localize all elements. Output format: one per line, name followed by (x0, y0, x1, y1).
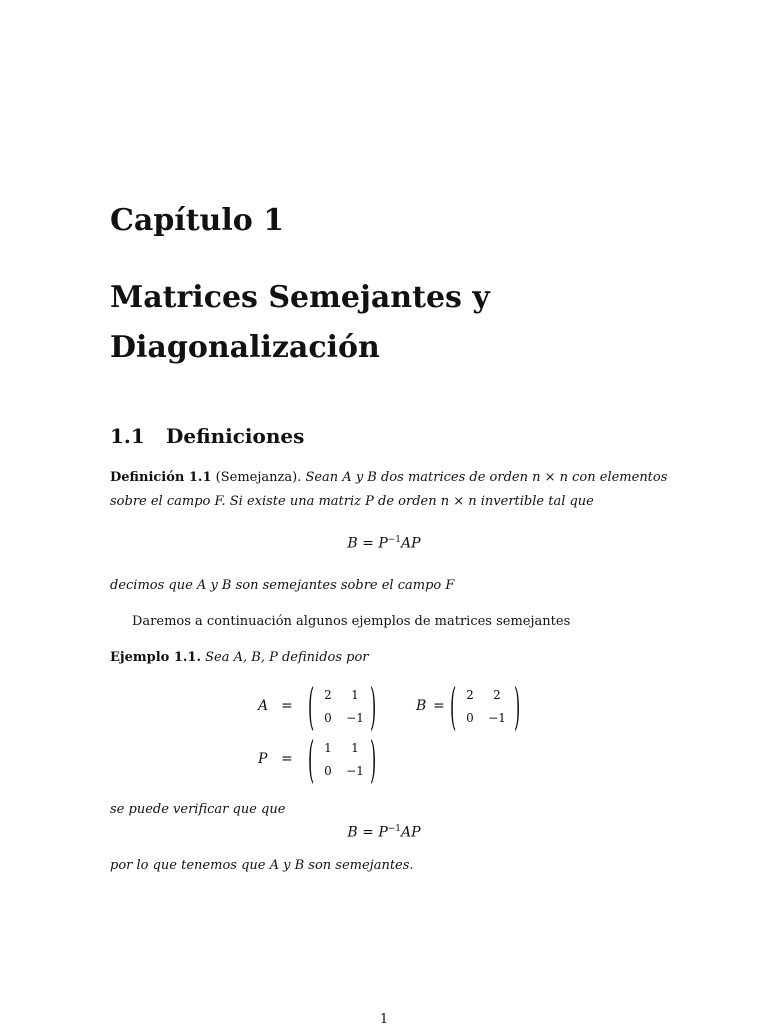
section-name: Definiciones (166, 424, 305, 448)
matrix-b-right-paren: ) (514, 677, 521, 736)
definition-text-1: Sean A y B dos matrices de orden n × n con elementos (305, 470, 668, 485)
example-label: Ejemplo 1.1. (110, 650, 202, 665)
matrix-b-r2c2: −1 (488, 711, 506, 725)
matrix-b-label: B (416, 698, 427, 714)
example-line (110, 650, 369, 665)
matrix-b-left-paren: ( (450, 677, 457, 736)
conclusion-text: por lo que tenemos que A y B son semejantes. (110, 858, 414, 873)
section-number: 1.1 (110, 424, 145, 448)
definition-name: (Semejanza). (215, 470, 302, 485)
equation-1-lhs: B = P (347, 535, 388, 552)
matrix-p-left-paren: ( (308, 730, 315, 789)
matrix-a-r1c1: 2 (324, 688, 332, 702)
matrix-p-r2c2: −1 (346, 764, 364, 778)
matrix-p-equals: = (281, 751, 293, 767)
matrix-a-right-paren: ) (370, 677, 377, 736)
matrix-a-label: A (258, 698, 269, 714)
matrix-p-r1c1: 1 (324, 741, 332, 755)
verify-text: se puede verificar que que (110, 802, 286, 817)
matrix-b-r1c1: 2 (466, 688, 474, 702)
matrix-b-equals: = (433, 698, 445, 714)
intro-text: Daremos a continuación algunos ejemplos de matrices semejantes (132, 614, 571, 629)
matrix-a-r2c1: 0 (324, 711, 332, 725)
matrix-a-r1c2: 1 (351, 688, 359, 702)
matrix-p-right-paren: ) (370, 730, 377, 789)
section-heading (110, 424, 304, 448)
matrix-p-label: P (258, 751, 268, 767)
equation-1 (0, 535, 768, 552)
matrix-p-r1c2: 1 (351, 741, 359, 755)
equation-2 (0, 824, 768, 841)
equation-1-sup: −1 (387, 535, 402, 545)
after-definition-text: decimos que A y B son semejantes sobre el campo F (110, 578, 455, 593)
equation-1-rhs: AP (401, 535, 421, 552)
equation-2-lhs: B = P (347, 824, 388, 841)
equation-2-rhs: AP (401, 824, 421, 841)
definition-line-1 (110, 470, 667, 485)
chapter-title-line-1: Matrices Semejantes y (110, 280, 490, 315)
matrix-p-r2c1: 0 (324, 764, 332, 778)
matrix-a-r2c2: −1 (346, 711, 364, 725)
chapter-label: Capítulo 1 (110, 203, 285, 238)
page-number: 1 (379, 1012, 389, 1027)
definition-label: Definición 1.1 (110, 470, 212, 485)
example-text: Sea A, B, P definidos por (205, 650, 369, 665)
matrix-a-equals: = (281, 698, 293, 714)
chapter-title-line-2: Diagonalización (110, 330, 380, 365)
matrix-a-left-paren: ( (308, 677, 315, 736)
matrix-b-r2c1: 0 (466, 711, 474, 725)
definition-text-2: sobre el campo F. Si existe una matriz P de orden n × n invertible tal que (110, 494, 594, 509)
equation-2-sup: −1 (387, 824, 402, 834)
matrix-b-r1c2: 2 (493, 688, 501, 702)
